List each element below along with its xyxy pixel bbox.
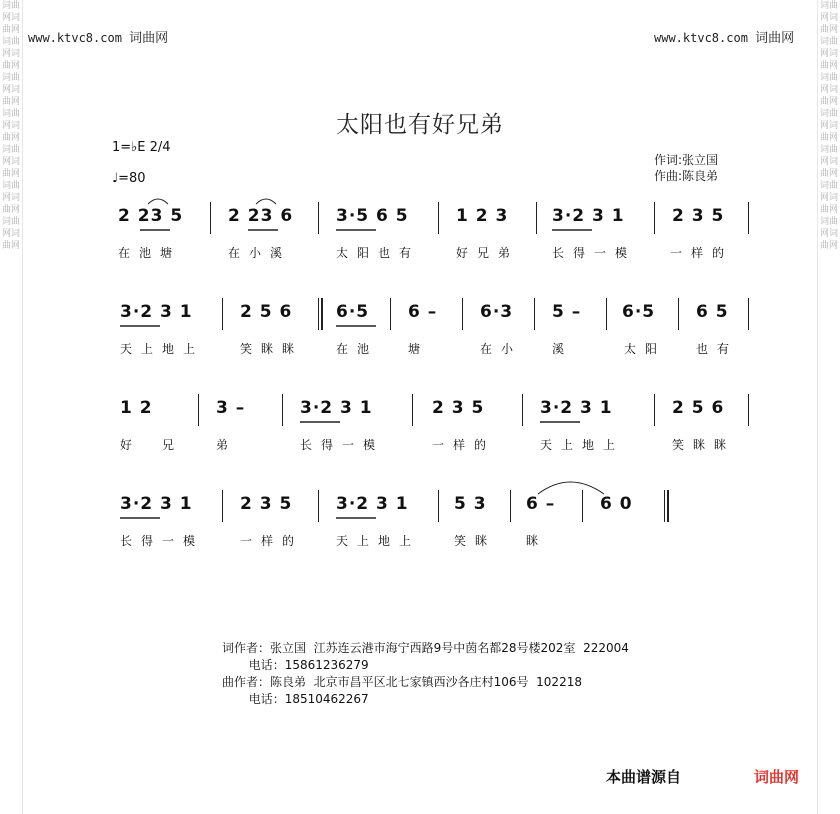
lyric: 眯: [526, 534, 548, 548]
measure: 2 5 6: [240, 302, 293, 322]
measure: 6 5: [696, 302, 729, 322]
lyric: 天上地上: [120, 342, 205, 356]
lyric: 笑眯: [454, 534, 497, 548]
source-label: 本曲谱源自: [606, 768, 682, 786]
lyric: 笑眯眯: [672, 438, 736, 452]
measure: 6·5: [622, 302, 656, 322]
site-name-left: 词曲网: [129, 31, 169, 46]
composer-phone: 电话：18510462267: [222, 692, 369, 706]
song-title: 太阳也有好兄弟: [336, 112, 504, 138]
measure: 1 2: [120, 398, 153, 418]
measure: 3·2 3 1: [120, 494, 193, 514]
measure: 2 3 5: [672, 206, 725, 226]
measure: 2 23 6: [228, 206, 294, 226]
lyric: 也有: [696, 342, 739, 356]
measure: 3·2 3 1: [120, 302, 193, 322]
lyric: 长得一模: [552, 246, 637, 260]
lyric: 弟: [216, 438, 238, 452]
measure: 2 3 5: [432, 398, 485, 418]
lyricist-credit: 作词:张立国: [654, 153, 719, 167]
lyricist-info: 词作者：张立国 江苏连云港市海宁西路9号中茵名都28号楼202室 222004: [222, 641, 629, 655]
site-url-left[interactable]: www.ktvc8.com: [28, 31, 122, 45]
lyric: 好兄: [120, 438, 205, 452]
measure: 5 –: [552, 302, 582, 322]
tie-mark: [538, 482, 604, 494]
measure: 3·2 3 1: [300, 398, 373, 418]
brand-link[interactable]: 词曲网: [754, 768, 800, 786]
lyric: 在池塘: [118, 246, 182, 260]
composer-info: 曲作者：陈良弟 北京市昌平区北七家镇西沙各庄村106号 102218: [222, 675, 582, 689]
measure: 3 –: [216, 398, 246, 418]
lyric: 塘: [408, 342, 430, 356]
lyric: 笑眯眯: [240, 342, 304, 356]
measure: 6 0: [600, 494, 633, 514]
measure: 5 3: [454, 494, 487, 514]
lyric: 太阳: [624, 342, 667, 356]
lyric: 在池: [336, 342, 379, 356]
composer-credit: 作曲:陈良弟: [654, 169, 719, 183]
lyric: 长得一模: [120, 534, 205, 548]
left-watermark-strip: 词曲网词曲网词曲网词曲网词曲网词曲网词曲网词曲网词曲网词曲网词曲网词曲网词曲网词曲网: [0, 0, 23, 814]
lyric: 好兄弟: [456, 246, 520, 260]
lyric: 太阳也有: [336, 246, 421, 260]
lyric: 一样的: [432, 438, 496, 452]
site-name-right: 词曲网: [755, 31, 795, 46]
measure: 6·3: [480, 302, 514, 322]
lyric: 一样的: [670, 246, 734, 260]
measure: 3·2 3 1: [540, 398, 613, 418]
lyric: 天上地上: [336, 534, 421, 548]
author-contact: [222, 640, 629, 708]
lyric: 在小: [480, 342, 523, 356]
measure: 2 5 6: [672, 398, 725, 418]
lyric: 一样的: [240, 534, 304, 548]
lyric: 在小溪: [228, 246, 292, 260]
slur-mark: [256, 199, 276, 204]
key-text: 1=♭E 2/4: [112, 140, 171, 155]
measure: 6 –: [526, 494, 556, 514]
right-watermark-strip: 词曲网词曲网词曲网词曲网词曲网词曲网词曲网词曲网词曲网词曲网词曲网词曲网词曲网词曲网: [817, 0, 840, 814]
site-url-right[interactable]: www.ktvc8.com: [654, 31, 748, 45]
measure: 6·5: [336, 302, 370, 322]
slur-mark: [148, 199, 168, 204]
measure: 1 2 3: [456, 206, 509, 226]
lyric: 溪: [552, 342, 574, 356]
measure: 3·2 3 1: [336, 494, 409, 514]
measure: 3·2 3 1: [552, 206, 625, 226]
measure: 2 23 5: [118, 206, 184, 226]
measure: 6 –: [408, 302, 438, 322]
lyric: 天上地上: [540, 438, 625, 452]
measure: 2 3 5: [240, 494, 293, 514]
lyric: 长得一模: [300, 438, 385, 452]
tempo-mark: ♩=80: [112, 171, 146, 186]
measure: 3·5 6 5: [336, 206, 409, 226]
lyricist-phone: 电话：15861236279: [222, 658, 369, 672]
